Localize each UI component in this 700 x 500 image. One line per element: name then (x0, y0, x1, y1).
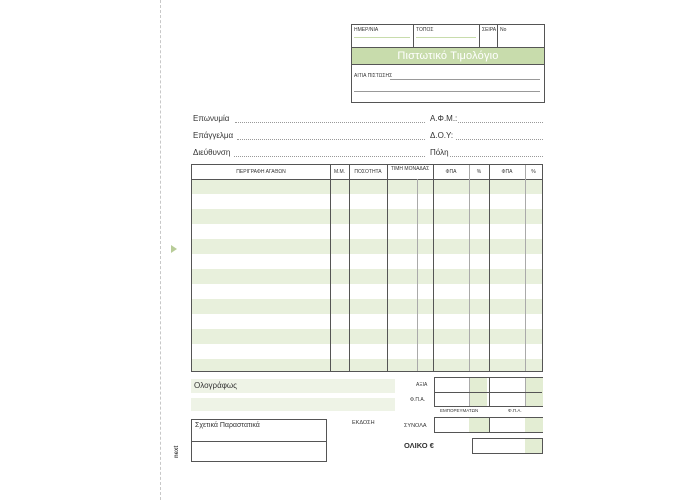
divider (330, 165, 331, 371)
vat-number-label: Α.Φ.Μ.: (430, 114, 458, 123)
amount-in-words-field-2[interactable] (191, 398, 395, 411)
divider (469, 165, 470, 371)
number-label: Νο (500, 27, 507, 33)
totals-row[interactable] (434, 417, 543, 433)
credit-reason-line-2[interactable] (354, 91, 540, 92)
value-label: ΑΞΙΑ (416, 382, 428, 388)
col-quantity: ΠΟΣΟΤΗΤΑ (354, 169, 382, 175)
date-field[interactable] (352, 25, 414, 47)
decimals-cell (525, 418, 543, 432)
place-label: ΤΟΠΟΣ (416, 27, 434, 33)
divider (489, 418, 490, 432)
series-field[interactable] (480, 25, 498, 47)
place-underline (416, 37, 476, 38)
col-vat-percent-1: % (476, 169, 482, 175)
credit-reason-line-1[interactable] (390, 79, 540, 80)
col-description: ΠΕΡΙΓΡΑΦΗ ΑΓΑΘΩΝ (236, 169, 286, 175)
divider (489, 165, 490, 371)
col-unit-price: ΤΙΜΗ ΜΟΝΑΔΑΣ (390, 166, 430, 172)
company-name-line[interactable] (235, 122, 425, 123)
col-unit: Μ.Μ. (333, 169, 346, 175)
col-vat-percent-2: % (531, 169, 536, 175)
series-label: ΣΕΙΡΑ (482, 27, 497, 33)
divider (387, 165, 388, 371)
brand-logo: next (174, 445, 180, 458)
company-name-label: Επωνυμία (193, 114, 230, 123)
tax-office-label: Δ.Ο.Υ: (430, 131, 454, 140)
date-label: ΗΜΕΡ/ΝΙΑ (354, 27, 379, 33)
decimals-cell (525, 439, 542, 453)
credit-reason-label: ΑΙΤΙΑ ΠΙΣΤΩΣΗΣ (354, 73, 393, 79)
arrow-marker-icon (171, 245, 177, 253)
vat-column-label: Φ.Π.Α. (508, 408, 522, 413)
divider (417, 179, 418, 371)
vat-number-line[interactable] (458, 122, 543, 123)
city-label: Πόλη (430, 148, 449, 157)
document-title: Πιστωτικό Τιμολόγιο (397, 50, 499, 62)
issue-label: ΕΚΔΟΣΗ (352, 420, 375, 426)
items-table (191, 164, 543, 372)
invoice-header-box (351, 24, 545, 103)
number-field[interactable] (498, 25, 544, 47)
decimals-cell (469, 418, 489, 432)
totals-label: ΣΥΝΟΛΑ (404, 423, 427, 429)
date-underline (354, 37, 410, 38)
divider (192, 441, 326, 442)
place-field[interactable] (414, 25, 480, 47)
divider (433, 165, 434, 371)
totals-grid (434, 377, 543, 407)
amount-in-words-label: Ολογράφως (194, 381, 238, 390)
address-line[interactable] (234, 156, 425, 157)
tax-office-line[interactable] (456, 139, 543, 140)
related-documents-box[interactable] (191, 419, 327, 462)
perforation-line (160, 0, 161, 500)
col-vat-2: ΦΠΑ (501, 169, 513, 175)
goods-label: ΕΜΠΟΡΕΥΜΑΤΩΝ (440, 408, 479, 413)
related-documents-label: Σχετικά Παραστατικά (195, 422, 260, 429)
grand-total-label: ΟΛΙΚΟ € (404, 441, 434, 450)
title-band (352, 47, 544, 65)
city-line[interactable] (450, 156, 543, 157)
divider (349, 165, 350, 371)
grand-total-box[interactable] (472, 438, 543, 454)
profession-line[interactable] (237, 139, 425, 140)
col-vat-1: ΦΠΑ (445, 169, 457, 175)
divider (525, 165, 526, 371)
profession-label: Επάγγελμα (193, 131, 234, 140)
divider (435, 392, 542, 393)
address-label: Διεύθυνση (193, 148, 231, 157)
vat-total-label: Φ.Π.Α. (410, 397, 426, 403)
